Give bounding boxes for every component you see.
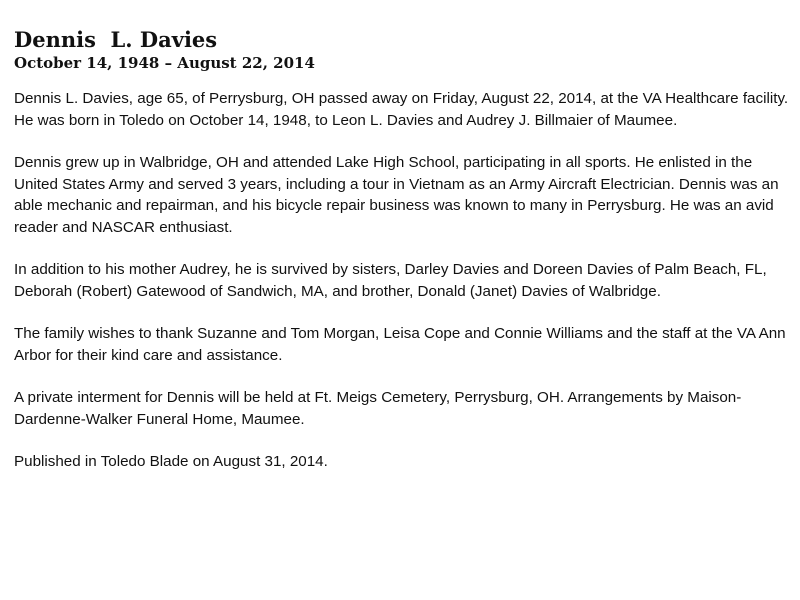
paragraph-publication: Published in Toledo Blade on August 31, 2014. xyxy=(14,453,328,470)
paragraph-death-birth: Dennis L. Davies, age 65, of Perrysburg, OH passed away on Friday, August 22, 2014, at the VA Healthcare facility. He was born in Toledo on October 14, 1948, to Leon L. Davies and Audrey J. Billmaier of Maumee. xyxy=(14,90,789,129)
obituary-dates: October 14, 1948 – August 22, 2014 xyxy=(14,54,315,72)
obituary-name-title: Dennis L. Davies xyxy=(14,27,218,52)
paragraph-life: Dennis grew up in Walbridge, OH and attended Lake High School, participating in all sports. He enlisted in the United States Army and served 3 years, including a tour in Vietnam as an Army Aircraft Electrician. Dennis was an able mechanic and repairman, and his bicycle repair business was known to many in Perrysburg. He was an avid reader and NASCAR enthusiast. xyxy=(14,154,779,236)
paragraph-survivors: In addition to his mother Audrey, he is survived by sisters, Darley Davies and Doreen Davies of Palm Beach, FL, Deborah (Robert) Gatewood of Sandwich, MA, and brother, Donald (Janet) Davies of Walbridge. xyxy=(14,261,767,300)
obituary-document xyxy=(14,28,790,494)
paragraph-interment: A private interment for Dennis will be held at Ft. Meigs Cemetery, Perrysburg, OH. Arrangements by Maison-Dardenne-Walker Funeral Home, Maumee. xyxy=(14,389,742,428)
paragraph-thanks: The family wishes to thank Suzanne and Tom Morgan, Leisa Cope and Connie Williams and the staff at the VA Ann Arbor for their kind care and assistance. xyxy=(14,325,786,364)
